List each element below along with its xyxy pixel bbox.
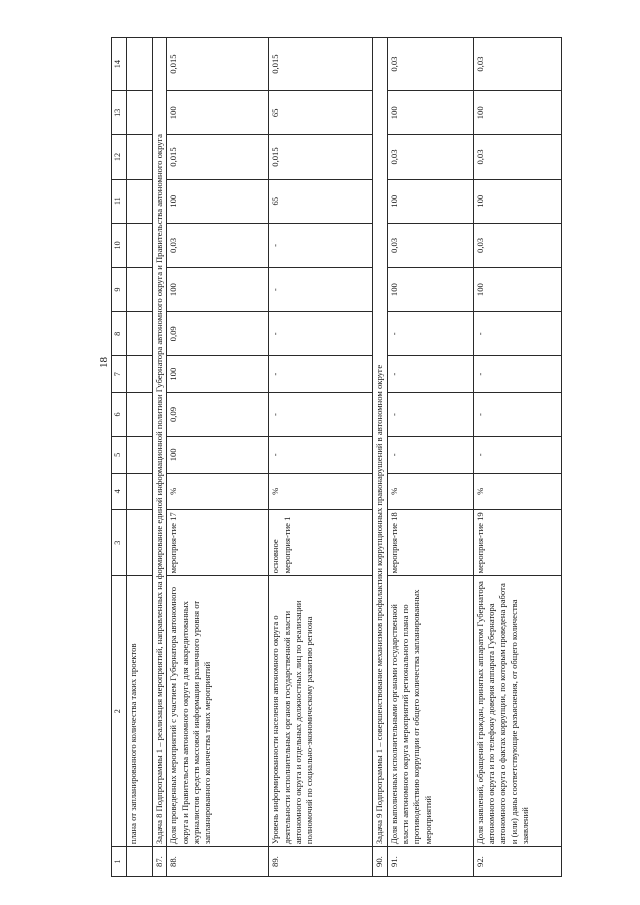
task-text: Задача 8 Подпрограммы 1 – реализация мероприятий, направленных на формирование единой информационной политики Губернатора автономного округа и Правительства автономного округа: [153, 38, 167, 847]
row-number: 87.: [153, 847, 167, 877]
col-header: 1: [112, 847, 127, 877]
col-header: 11: [112, 179, 127, 223]
indicator-text: Доля заявлений, обращений граждан, принятых аппаратом Губернатора автономного округа и по телефону доверия аппарата Губернатора автономного округа о фактах коррупции, по которым проведена работа и (или) даны соответствующие разъяснения, от общего количества заявлений: [473, 576, 561, 847]
value-cell: 0,09: [167, 312, 269, 356]
value-cell: 0,09: [167, 392, 269, 436]
page-number: 18: [98, 357, 110, 368]
value-cell: 100: [387, 179, 473, 223]
indicator-table: [111, 37, 562, 877]
indicator-text: Уровень информированности населения автономного округа о деятельности исполнительных органов государственной власти автономного округа и отдельных должностных лиц по реализации полномочий по социально-экономическому развитию региона: [269, 576, 373, 847]
col-header: 14: [112, 38, 127, 91]
value-cell: -: [387, 312, 473, 356]
indicator-text: плана от запланированного количества таких проектов: [127, 576, 153, 847]
col-header: 9: [112, 268, 127, 312]
value-cell: 65: [269, 179, 373, 223]
value-cell: -: [269, 392, 373, 436]
basis-cell: мероприя-тие 19: [473, 510, 561, 576]
value-cell: -: [473, 356, 561, 392]
task-row: [153, 38, 167, 877]
basis-cell: мероприя-тие 18: [387, 510, 473, 576]
col-header: 6: [112, 392, 127, 436]
value-cell: 0,03: [473, 135, 561, 179]
row-number: 91.: [387, 847, 473, 877]
value-cell: 0,03: [167, 223, 269, 267]
value-cell: 0,03: [387, 223, 473, 267]
value-cell: -: [269, 268, 373, 312]
row-number: 90.: [373, 847, 387, 877]
value-cell: 100: [167, 356, 269, 392]
value-cell: -: [387, 356, 473, 392]
row-number: 92.: [473, 847, 561, 877]
value-cell: 0,03: [473, 38, 561, 91]
header-row: [112, 38, 127, 877]
col-header: 12: [112, 135, 127, 179]
value-cell: -: [387, 392, 473, 436]
value-cell: 100: [387, 91, 473, 135]
col-header: 5: [112, 437, 127, 473]
table-row: [387, 38, 473, 877]
value-cell: 65: [269, 91, 373, 135]
value-cell: 100: [473, 91, 561, 135]
col-header: 3: [112, 510, 127, 576]
unit-cell: %: [167, 473, 269, 509]
col-header: 4: [112, 473, 127, 509]
value-cell: -: [269, 223, 373, 267]
value-cell: -: [473, 437, 561, 473]
value-cell: 0,015: [167, 38, 269, 91]
task-row: [373, 38, 387, 877]
basis-cell: мероприя-тие 17: [167, 510, 269, 576]
value-cell: 0,03: [387, 38, 473, 91]
value-cell: 0,015: [269, 38, 373, 91]
col-header: 8: [112, 312, 127, 356]
table-row: [167, 38, 269, 877]
value-cell: -: [473, 312, 561, 356]
col-header: 13: [112, 91, 127, 135]
table-row: [269, 38, 373, 877]
basis-cell: основное мероприя-тие 1: [269, 510, 373, 576]
value-cell: -: [473, 392, 561, 436]
value-cell: 100: [473, 179, 561, 223]
value-cell: 0,03: [387, 135, 473, 179]
table-row: [473, 38, 561, 877]
rotated-page: [111, 37, 531, 877]
value-cell: -: [269, 356, 373, 392]
value-cell: 100: [167, 91, 269, 135]
value-cell: 100: [167, 179, 269, 223]
col-header: 7: [112, 356, 127, 392]
value-cell: 100: [387, 268, 473, 312]
value-cell: 100: [167, 437, 269, 473]
value-cell: 0,03: [473, 223, 561, 267]
unit-cell: %: [269, 473, 373, 509]
value-cell: 100: [473, 268, 561, 312]
carry-over-row: [127, 38, 153, 877]
unit-cell: %: [473, 473, 561, 509]
indicator-text: Доля выполненных исполнительными органами государственной власти автономного округа мероприятий регионального плана по противодействию коррупции от общего количества запланированных мероприятий: [387, 576, 473, 847]
task-text: Задача 9 Подпрограммы 1 – совершенствование механизмов профилактики коррупционных правонарушений в автономном округе: [373, 38, 387, 847]
col-header: 2: [112, 576, 127, 847]
row-number: 89.: [269, 847, 373, 877]
row-number: 88.: [167, 847, 269, 877]
value-cell: -: [269, 437, 373, 473]
col-header: 10: [112, 223, 127, 267]
value-cell: -: [269, 312, 373, 356]
value-cell: 0,015: [269, 135, 373, 179]
value-cell: 0,015: [167, 135, 269, 179]
value-cell: 100: [167, 268, 269, 312]
value-cell: -: [387, 437, 473, 473]
unit-cell: %: [387, 473, 473, 509]
indicator-text: Доля проведенных мероприятий с участием Губернатора автономного округа и Правительства автономного округа для аккредитованных журналистов средств массовой информации различного уровня от запланированного количества таких мероприятий: [167, 576, 269, 847]
